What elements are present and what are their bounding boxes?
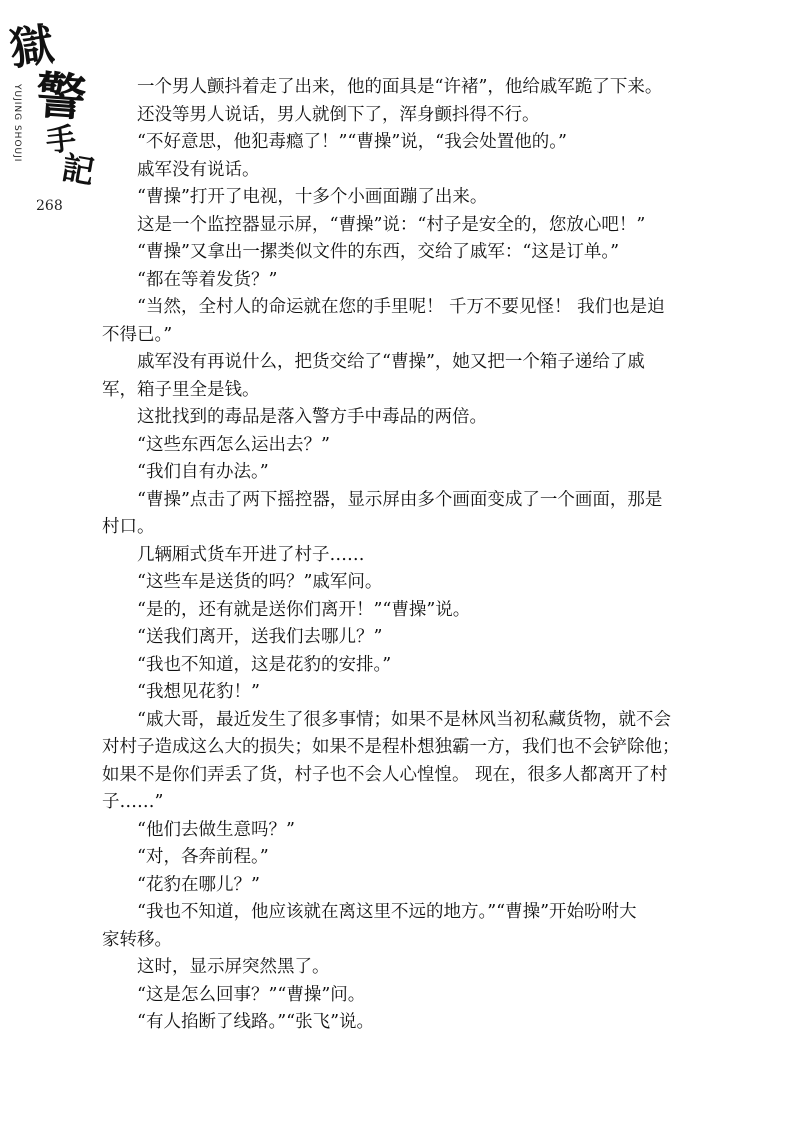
text-line: “他们去做生意吗？” (137, 819, 295, 840)
logo-char-4: 記 (58, 148, 98, 192)
paragraph (137, 597, 717, 625)
paragraph (137, 404, 717, 432)
paragraph (137, 129, 717, 157)
text-line: 不得已。” (102, 324, 173, 345)
text-line: 这批找到的毒品是落入警方手中毒品的两倍。 (137, 407, 487, 427)
text-line: “这是怎么回事？”“曹操”问。 (137, 984, 366, 1005)
logo-pinyin: YUJING SHOUJI (12, 84, 22, 163)
paragraph (137, 954, 717, 982)
text-line: 如果不是你们弄丢了货，村子也不会人心惶惶。 现在，很多人都离开了村 (102, 764, 668, 785)
paragraph (137, 212, 717, 240)
text-line: “不好意思，他犯毒瘾了！”“曹操”说，“我会处置他的。” (137, 132, 567, 152)
text-line: “我也不知道，他应该就在离这里不远的地方。”“曹操”开始吩咐大 (137, 902, 637, 922)
paragraph (137, 569, 717, 597)
logo-char-3: 手 (44, 121, 78, 160)
paragraph (137, 679, 717, 707)
text-line: “花豹在哪儿？” (137, 874, 260, 895)
text-line: 还没等男人说话，男人就倒下了，浑身颤抖得不行。 (137, 104, 540, 125)
logo-char-1: 獄 (6, 19, 58, 76)
paragraph (137, 239, 717, 267)
paragraph (137, 817, 717, 845)
text-line: “都在等着发货？” (137, 269, 278, 290)
text-line: 一个男人颤抖着走了出来，他的面具是“许褚”，他给戚军跪了下来。 (137, 77, 663, 97)
logo-char-2: 警 (34, 65, 89, 128)
paragraph (137, 432, 717, 460)
text-line: “这些车是送货的吗？”戚军问。 (137, 572, 383, 592)
text-line: “我想见花豹！” (137, 682, 260, 702)
paragraph (137, 542, 717, 570)
paragraph (102, 349, 717, 404)
paragraph (102, 294, 717, 349)
text-line: 军，箱子里全是钱。 (102, 379, 260, 400)
paragraph (137, 184, 717, 212)
text-line: “对，各奔前程。” (137, 847, 269, 867)
text-line: “当然，全村人的命运就在您的手里呢！ 千万不要见怪！ 我们也是迫 (137, 297, 665, 317)
text-line: “我们自有办法。” (137, 462, 269, 482)
text-line: “戚大哥，最近发生了很多事情；如果不是林风当初私藏货物，就不会 (137, 709, 671, 730)
text-line: 几辆厢式货车开进了村子…… (137, 544, 365, 565)
text-line: 对村子造成这么大的损失；如果不是程朴想独霸一方，我们也不会铲除他； (102, 737, 680, 757)
paragraph (137, 74, 717, 102)
text-line: 这是一个监控器显示屏，“曹操”说：“村子是安全的，您放心吧！” (137, 214, 646, 235)
text-line: “送我们离开，送我们去哪儿？” (137, 627, 383, 647)
text-line: 这时，显示屏突然黑了。 (137, 957, 330, 977)
text-line: “曹操”点击了两下摇控器，显示屏由多个画面变成了一个画面，那是 (137, 489, 663, 510)
text-line: “曹操”打开了电视，十多个小画面蹦了出来。 (137, 187, 488, 207)
paragraph (137, 459, 717, 487)
paragraph (137, 872, 717, 900)
paragraph (137, 844, 717, 872)
paragraph (137, 267, 717, 295)
text-line: “我也不知道，这是花豹的安排。” (137, 654, 392, 675)
text-line: 家转移。 (102, 929, 172, 950)
paragraph (102, 707, 717, 817)
paragraph (137, 652, 717, 680)
paragraph (102, 899, 717, 954)
body-text (102, 74, 717, 1037)
paragraph (137, 1009, 717, 1037)
paragraph (102, 487, 717, 542)
paragraph (137, 157, 717, 185)
text-line: “是的，还有就是送你们离开！”“曹操”说。 (137, 599, 471, 620)
paragraph (137, 982, 717, 1010)
text-line: 戚军没有再说什么，把货交给了“曹操”，她又把一个箱子递给了戚 (137, 352, 645, 372)
text-line: “这些东西怎么运出去？” (137, 434, 330, 455)
book-logo (6, 19, 98, 192)
page-number: 268 (36, 198, 63, 214)
text-line: “有人掐断了线路。”“张飞”说。 (137, 1012, 375, 1032)
paragraph (137, 624, 717, 652)
text-line: “曹操”又拿出一摞类似文件的东西，交给了戚军：“这是订单。” (137, 242, 620, 262)
text-line: 子……” (102, 792, 164, 812)
paragraph (137, 102, 717, 130)
text-line: 戚军没有说话。 (137, 159, 260, 180)
text-line: 村口。 (102, 517, 155, 537)
